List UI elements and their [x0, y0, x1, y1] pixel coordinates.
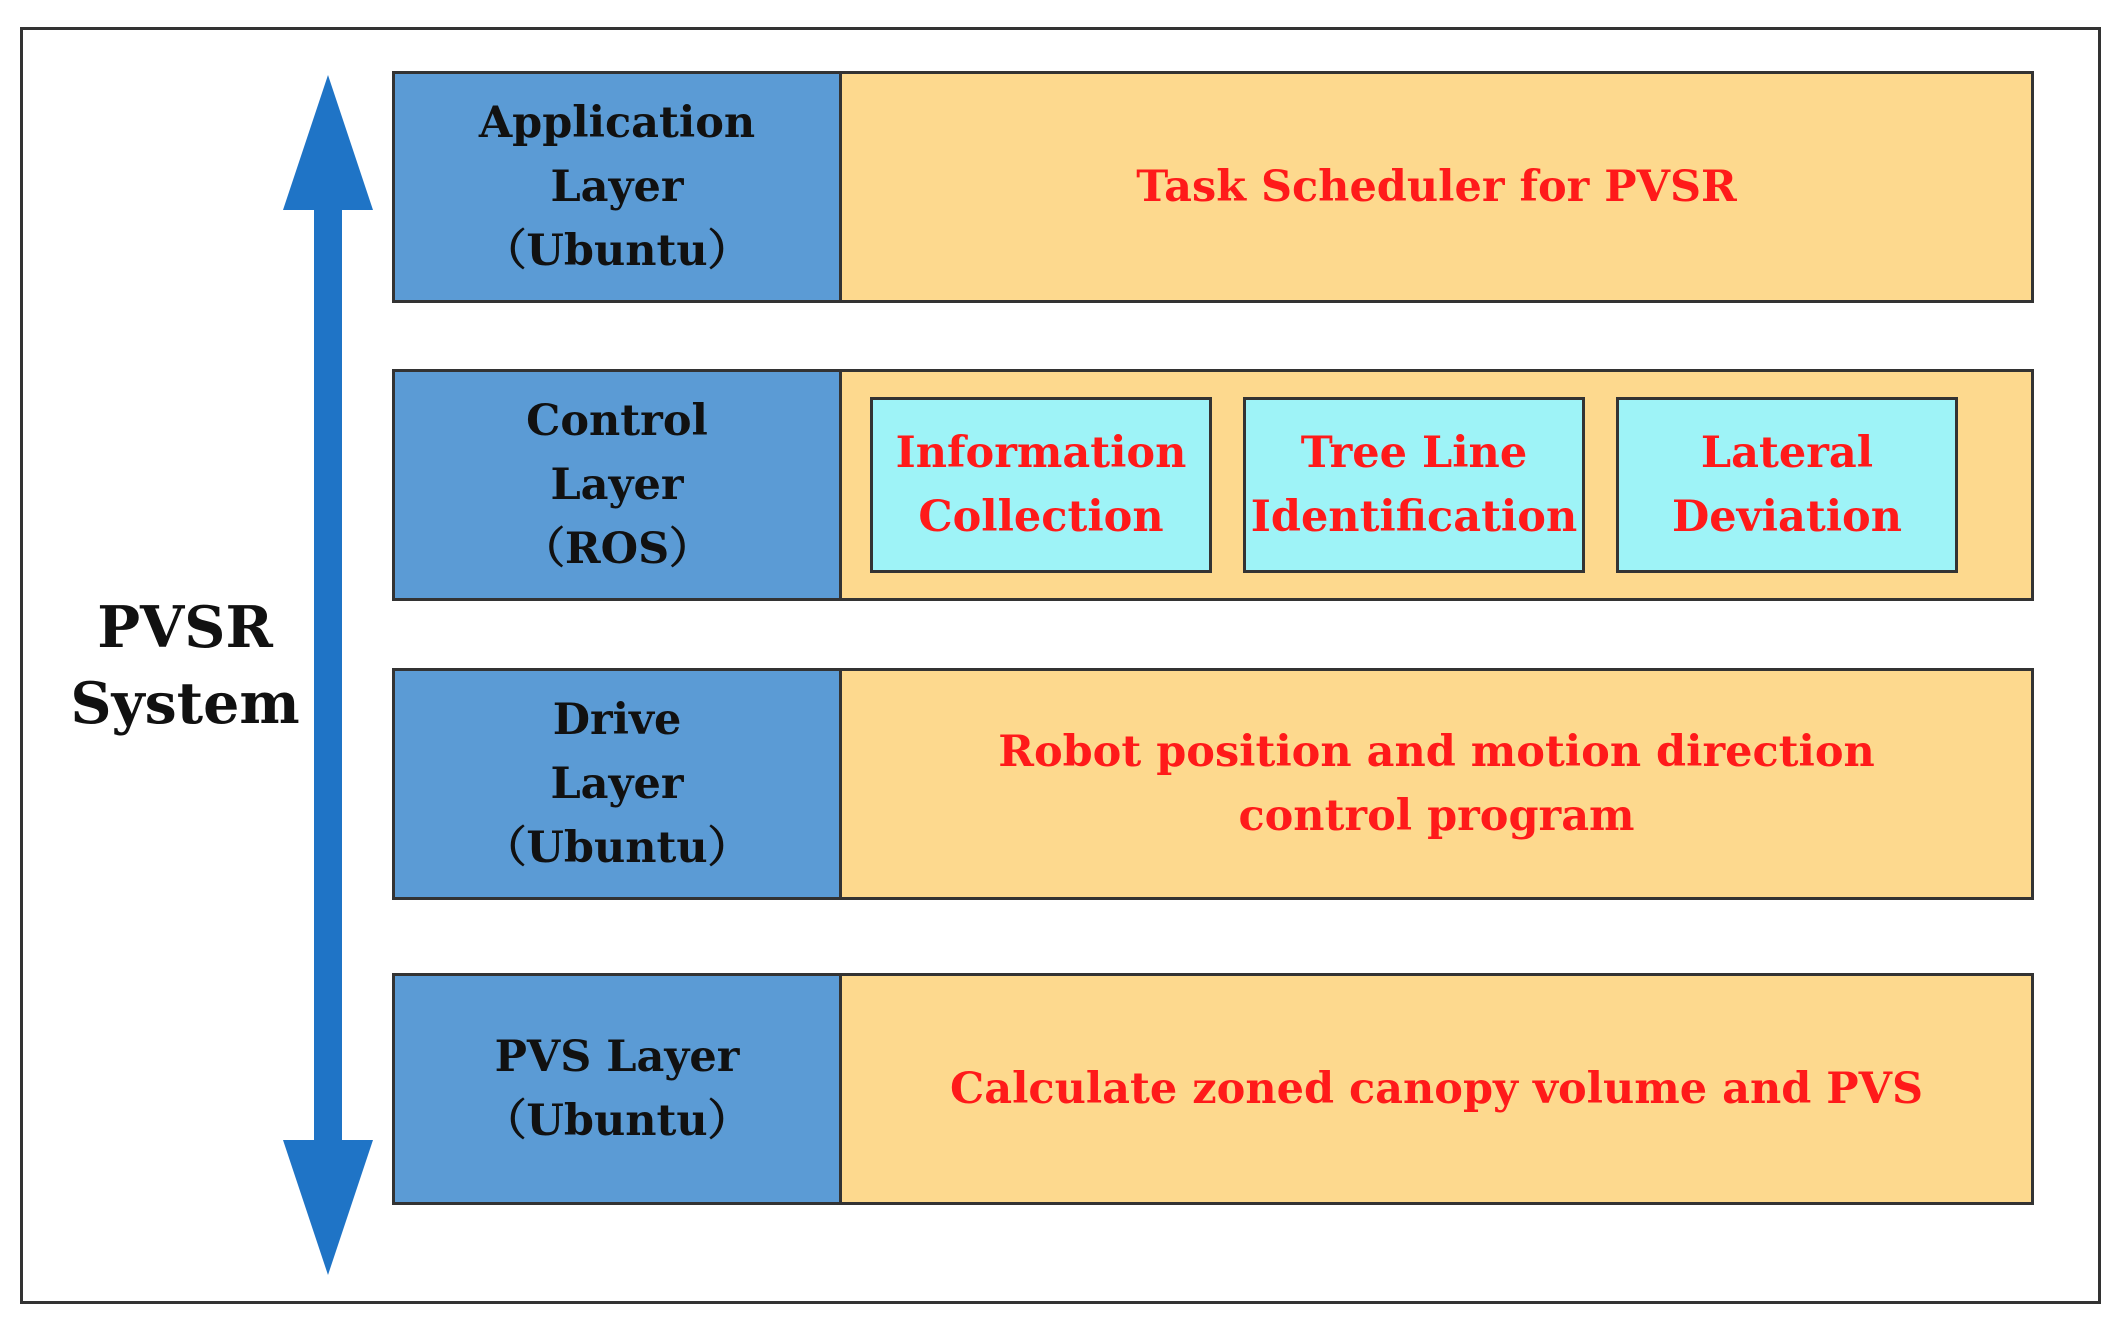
layer-name-line: Layer	[550, 162, 684, 212]
drive-layer	[392, 668, 2034, 900]
layer-content-motion-control: Robot position and motion direction control program	[842, 671, 2031, 897]
layer-name-line: （Ubuntu）	[483, 1096, 751, 1146]
layer-name-application	[395, 74, 842, 300]
module-information-collection: Information Collection	[870, 397, 1212, 573]
layer-name-line: Control	[526, 396, 708, 446]
layer-name-line: Drive	[552, 695, 682, 745]
layer-name-pvs	[395, 976, 842, 1202]
application-layer	[392, 71, 2034, 303]
module-lateral-deviation: Lateral Deviation	[1616, 397, 1958, 573]
layer-name-line: Layer	[550, 460, 684, 510]
control-layer	[392, 369, 2034, 601]
control-modules	[842, 372, 2031, 598]
layer-content-task-scheduler: Task Scheduler for PVSR	[842, 74, 2031, 300]
layer-name-line: （ROS）	[521, 524, 713, 574]
layer-name-line: PVS Layer	[494, 1032, 740, 1082]
layer-name-line: Application	[478, 98, 756, 148]
layer-name-drive	[395, 671, 842, 897]
layer-name-line: Layer	[550, 759, 684, 809]
layer-content-canopy-volume: Calculate zoned canopy volume and PVS	[842, 976, 2031, 1202]
layer-name-line: （Ubuntu）	[483, 226, 751, 276]
module-tree-line-identification: Tree Line Identification	[1243, 397, 1585, 573]
system-label: PVSR System	[70, 594, 300, 737]
pvs-layer	[392, 973, 2034, 1205]
layer-name-control	[395, 372, 842, 598]
layer-name-line: （Ubuntu）	[483, 823, 751, 873]
